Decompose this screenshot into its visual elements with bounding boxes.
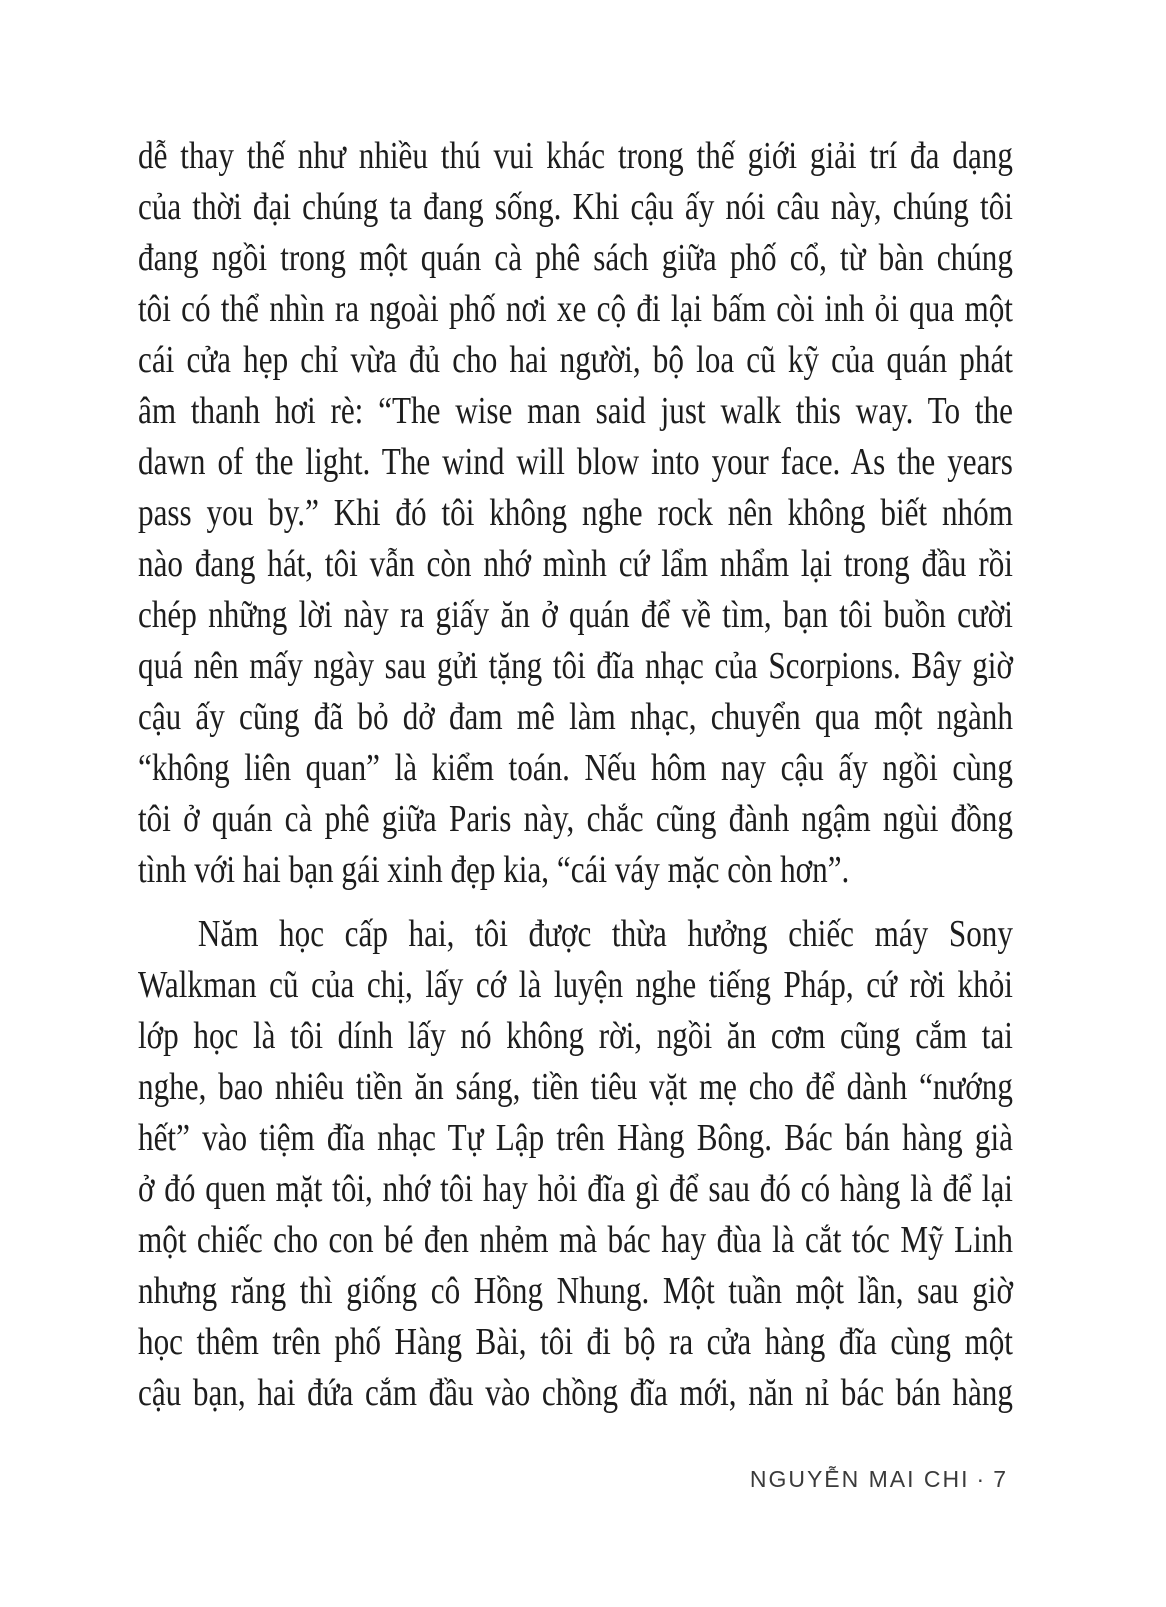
text-line: pass you by.” Khi đó tôi không nghe rock nên không biết nhóm: [138, 492, 1013, 534]
text-line: “không liên quan” là kiểm toán. Nếu hôm nay cậu ấy ngồi cùng: [138, 747, 1013, 789]
text-line: nhưng răng thì giống cô Hồng Nhung. Một tuần một lần, sau giờ: [138, 1270, 1013, 1312]
paragraph: [138, 131, 1013, 896]
text-line: Năm học cấp hai, tôi được thừa hưởng chiếc máy Sony: [197, 913, 1013, 955]
text-line: cậu ấy cũng đã bỏ dở đam mê làm nhạc, chuyển qua một ngành: [138, 696, 1013, 738]
text-line: học thêm trên phố Hàng Bài, tôi đi bộ ra cửa hàng đĩa cùng một: [138, 1321, 1013, 1363]
text-line: lớp học là tôi dính lấy nó không rời, ngồi ăn cơm cũng cắm tai: [138, 1015, 1013, 1057]
text-line: tình với hai bạn gái xinh đẹp kia, “cái váy mặc còn hơn”.: [138, 849, 850, 891]
text-line: ở đó quen mặt tôi, nhớ tôi hay hỏi đĩa gì để sau đó có hàng là để lại: [138, 1168, 1013, 1210]
text-line: dawn of the light. The wind will blow into your face. As the years: [138, 441, 1013, 483]
text-line: của thời đại chúng ta đang sống. Khi cậu ấy nói câu này, chúng tôi: [138, 186, 1013, 228]
text-line: nào đang hát, tôi vẫn còn nhớ mình cứ lẩm nhẩm lại trong đầu rồi: [138, 543, 1013, 585]
text-line: tôi có thể nhìn ra ngoài phố nơi xe cộ đi lại bấm còi inh ỏi qua một: [138, 288, 1013, 330]
text-line: âm thanh hơi rè: “The wise man said just walk this way. To the: [138, 390, 1013, 432]
footer-separator: ·: [976, 1466, 987, 1492]
text-line: nghe, bao nhiêu tiền ăn sáng, tiền tiêu vặt mẹ cho để dành “nướng: [138, 1066, 1013, 1108]
text-line: hết” vào tiệm đĩa nhạc Tự Lập trên Hàng Bông. Bác bán hàng già: [138, 1117, 1013, 1159]
page-footer: [750, 1466, 1008, 1493]
body-text: [138, 131, 1013, 1419]
footer-page-number: 7: [993, 1466, 1008, 1492]
text-line: cái cửa hẹp chỉ vừa đủ cho hai người, bộ loa cũ kỹ của quán phát: [138, 339, 1013, 381]
text-line: đang ngồi trong một quán cà phê sách giữa phố cổ, từ bàn chúng: [138, 237, 1013, 279]
footer-author: NGUYỄN MAI CHI: [749, 1466, 970, 1492]
text-line: quá nên mấy ngày sau gửi tặng tôi đĩa nhạc của Scorpions. Bây giờ: [138, 645, 1013, 687]
text-line: một chiếc cho con bé đen nhẻm mà bác hay đùa là cắt tóc Mỹ Linh: [138, 1219, 1013, 1261]
text-line: chép những lời này ra giấy ăn ở quán để về tìm, bạn tôi buồn cười: [138, 594, 1013, 636]
text-line: cậu bạn, hai đứa cắm đầu vào chồng đĩa mới, năn nỉ bác bán hàng: [138, 1372, 1013, 1414]
paragraph: [138, 909, 1013, 1419]
text-line: tôi ở quán cà phê giữa Paris này, chắc cũng đành ngậm ngùi đồng: [138, 798, 1013, 840]
text-line: Walkman cũ của chị, lấy cớ là luyện nghe tiếng Pháp, cứ rời khỏi: [138, 964, 1013, 1006]
text-line: dễ thay thế như nhiều thú vui khác trong thế giới giải trí đa dạng: [138, 135, 1013, 177]
